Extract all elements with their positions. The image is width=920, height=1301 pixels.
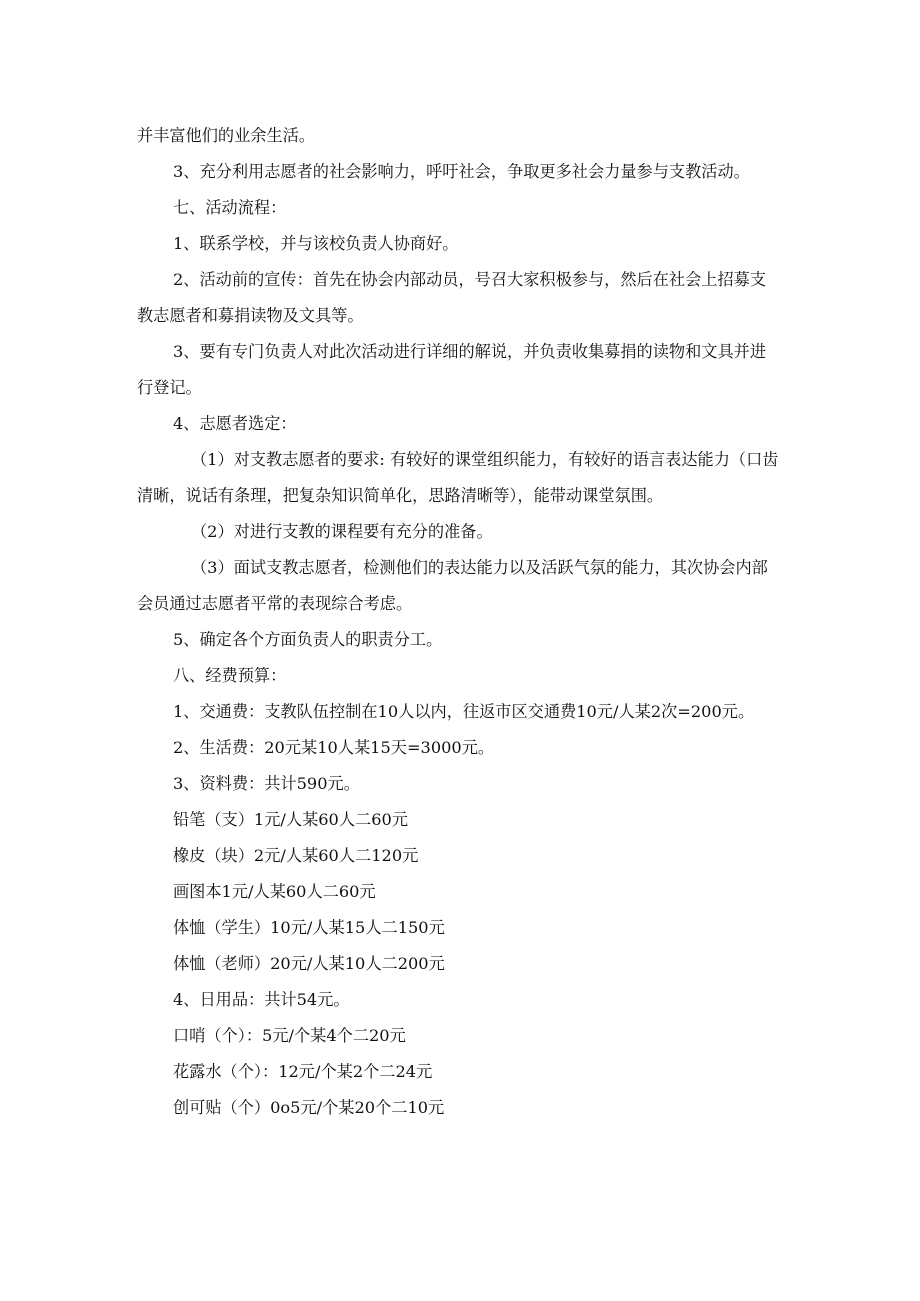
budget-line-eraser: 橡皮（块）2元/人某60人二120元: [173, 846, 419, 865]
paragraph-20: 4、日用品：共计54元。: [173, 990, 350, 1009]
paragraph-4: 2、活动前的宣传：首先在协会内部动员，号召大家积极参与，然后在社会上招募支教志愿者和募捐读物及文具等。: [137, 270, 767, 325]
paragraph-10: 5、确定各个方面负责人的职责分工。: [173, 630, 443, 649]
paragraph-8: （2）对进行支教的课程要有充分的准备。: [191, 522, 493, 541]
paragraph-13: 2、生活费：20元某10人某15天=3000元。: [173, 738, 495, 757]
budget-line-bandage: 创可贴（个）0o5元/个某20个二10元: [173, 1098, 445, 1117]
budget-line-toilet-water: 花露水（个）：12元/个某2个二24元: [173, 1062, 433, 1081]
budget-line-tshirt-teachers: 体恤（老师）20元/人某10人二200元: [173, 954, 445, 973]
document-body: [137, 118, 782, 1126]
paragraph-1: 3、充分利用志愿者的社会影响力，呼吁社会，争取更多社会力量参与支教活动。: [173, 162, 750, 181]
paragraph-5: 3、要有专门负责人对此次活动进行详细的解说，并负责收集募捐的读物和文具并进行登记。: [137, 342, 767, 397]
budget-line-pencil: 铅笔（支）1元/人某60人二60元: [173, 810, 409, 829]
paragraph-6: 4、志愿者选定：: [173, 414, 297, 433]
paragraph-12: 1、交通费：支教队伍控制在10人以内，往返市区交通费10元/人某2次=200元。: [173, 702, 755, 721]
budget-line-drawing-book: 画图本1元/人某60人二60元: [173, 882, 376, 901]
paragraph-3: 1、联系学校，并与该校负责人协商好。: [173, 234, 459, 253]
section-heading-activity-flow: 七、活动流程：: [173, 198, 287, 217]
paragraph-9: （3）面试支教志愿者，检测他们的表达能力以及活跃气氛的能力，其次协会内部会员通过志愿者平常的表现综合考虑。: [137, 558, 768, 613]
budget-line-whistle: 口哨（个）：5元/个某4个二20元: [173, 1026, 406, 1045]
section-heading-budget: 八、经费预算：: [173, 666, 287, 685]
paragraph-14: 3、资料费：共计590元。: [173, 774, 360, 793]
paragraph-0: 并丰富他们的业余生活。: [137, 126, 316, 145]
budget-line-tshirt-students: 体恤（学生）10元/人某15人二150元: [173, 918, 445, 937]
paragraph-7: （1）对支教志愿者的要求: 有较好的课堂组织能力，有较好的语言表达能力（口齿清晰，说话有条理，把复杂知识简单化，思路清晰等），能带动课堂氛围。: [137, 450, 779, 505]
